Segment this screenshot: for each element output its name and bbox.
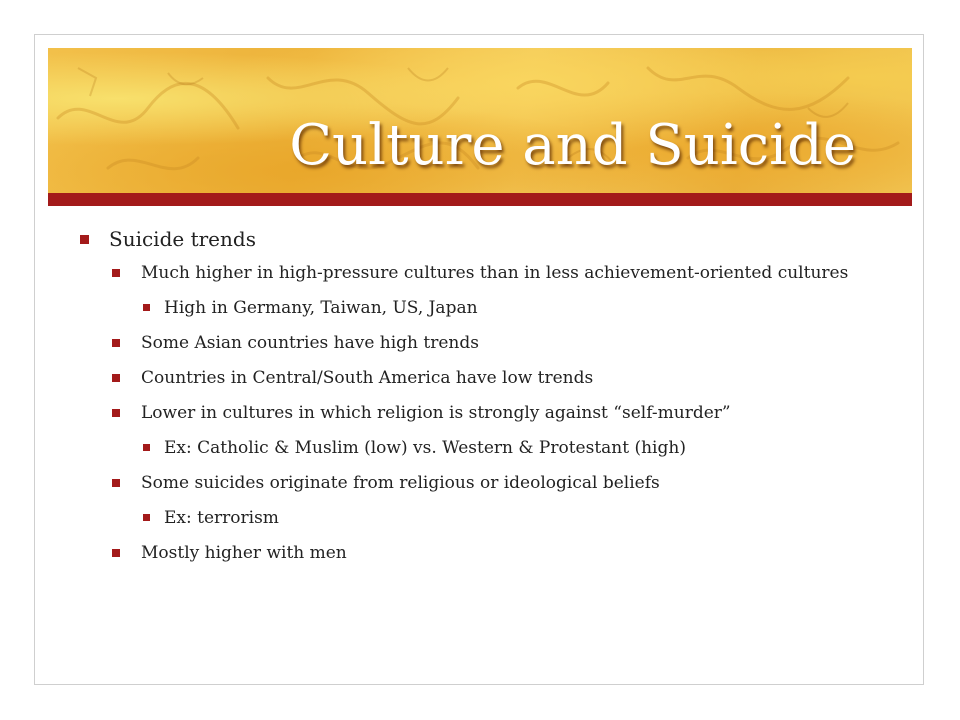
square-bullet-icon (143, 444, 150, 451)
square-bullet-icon (112, 549, 120, 557)
list-item (112, 542, 870, 564)
list-item (112, 367, 870, 389)
square-bullet-icon (112, 479, 120, 487)
bullet-text: High in Germany, Taiwan, US, Japan (164, 298, 478, 318)
square-bullet-icon (112, 339, 120, 347)
list-item (80, 226, 870, 252)
bullet-text: Lower in cultures in which religion is strongly against “self-murder” (141, 403, 731, 423)
square-bullet-icon (112, 269, 120, 277)
square-bullet-icon (80, 235, 89, 244)
bullet-text: Some suicides originate from religious or ideological beliefs (141, 473, 660, 493)
list-item (143, 507, 870, 529)
list-item (143, 437, 870, 459)
bullet-text: Countries in Central/South America have low trends (141, 368, 594, 388)
bullet-text: Suicide trends (109, 227, 256, 251)
list-item (112, 402, 870, 424)
list-item (112, 262, 870, 284)
bullet-text: Ex: Catholic & Muslim (low) vs. Western & Protestant (high) (164, 438, 686, 458)
title-divider (48, 193, 912, 206)
square-bullet-icon (143, 514, 150, 521)
bullet-text: Mostly higher with men (141, 543, 347, 563)
title-banner (48, 48, 912, 193)
list-item (112, 332, 870, 354)
bullet-text: Much higher in high-pressure cultures than in less achievement-oriented cultures (141, 263, 849, 283)
square-bullet-icon (112, 409, 120, 417)
list-item (112, 472, 870, 494)
slide-title: Culture and Suicide (289, 113, 856, 178)
square-bullet-icon (112, 374, 120, 382)
bullet-text: Ex: terrorism (164, 508, 279, 528)
bullet-text: Some Asian countries have high trends (141, 333, 479, 353)
square-bullet-icon (143, 304, 150, 311)
bullet-list (80, 222, 870, 577)
list-item (143, 297, 870, 319)
